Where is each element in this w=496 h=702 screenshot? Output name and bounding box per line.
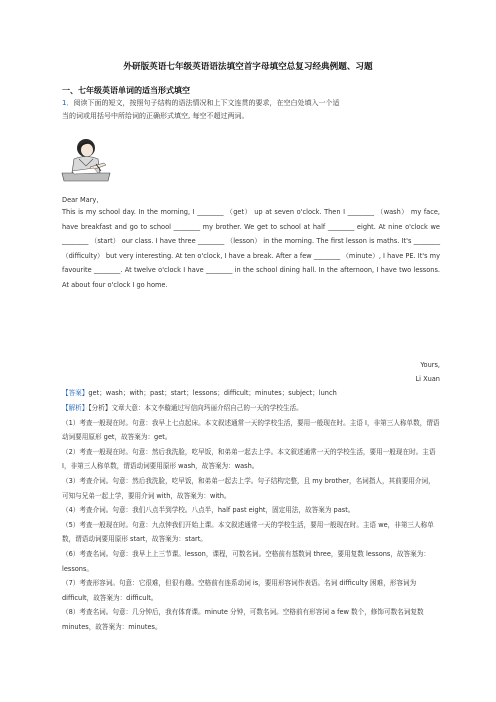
girl-writing-illustration [60, 137, 112, 183]
letter-signature: Li Xuan [415, 375, 440, 383]
analysis-item-4: （4）考查介词。句意：我们八点半到学校。八点半，half past eight，固定用法，故答案为 past。 [62, 506, 355, 515]
letter-closing: Yours, [420, 361, 440, 369]
analysis-item-3: （3）考查介词。句意：然后我洗脸，吃早饭，和弟弟一起去上学。句子结构完整，且 my brother，名词指人，其前要用介词，可知与兄弟一起上学，要用介词 with，故答案为：with。 [62, 476, 435, 500]
question-text-line1: 阅读下面的短文，按照句子结构的语法情况和上下文连贯的要求，在空白处填入一个适 [73, 99, 340, 107]
analysis-item-5: （5）考查一般现在时。句意：九点钟我们开始上课。本文叙述通常一天的学校生活，要用一般现在时。主语 we，非第三人称单数，谓语动词要用原形 start，故答案为：start。 [62, 520, 434, 544]
section-heading: 一、七年级英语单词的适当形式填空 [62, 86, 190, 95]
analysis-item-1: （1）考查一般现在时。句意：我早上七点起床。本文叙述通常一天的学校生活，要用一般现在时。主语 I，非第三人称单数，谓语动词要用原形 get，故答案为：get。 [62, 418, 440, 442]
answer-block [62, 386, 440, 401]
document-title: 外研版英语七年级英语语法填空首字母填空总复习经典例题、习题 [123, 62, 373, 72]
answer-text: get；wash；with；past；start；lessons；difficult；minutes；subject；lunch [88, 389, 337, 397]
analysis-item-6: （6）考查名词。句意：我早上上三节课。lesson，课程，可数名词。空格前有基数词 three，要用复数 lessons，故答案为：lessons。 [62, 549, 430, 573]
question-number: 1． [62, 99, 74, 107]
analysis-item-8: （8）考查名词。句意：几分钟后，我有体育课。minute 分钟，可数名词。空格前有形容词 a few 数个，修饰可数名词复数 minutes，故答案为：minutes。 [62, 608, 424, 631]
answer-tag: 【答案】 [62, 389, 89, 397]
letter-greeting: Dear Mary, [62, 196, 99, 204]
analysis-block [62, 401, 440, 635]
analysis-item-7: （7）考查形容词。句意：它很难，但很有趣。空格前有连系动词 is，要用形容词作表语。名词 difficulty 困难，形容词为 difficult，故答案为：difficult。 [62, 579, 417, 602]
analysis-tag: 【解析】 [62, 404, 89, 412]
analysis-item-2: （2）考查一般现在时。句意：然后我洗脸，吃早饭，和弟弟一起去上学。本文叙述通常一天的学校生活，要用一般现在时。主语 I，非第三人称单数，谓语动词要用原形 wash，故答案为：wash。 [62, 447, 436, 471]
question-prompt [62, 97, 440, 122]
analysis-intro: 【分析】文章大意：本文李璇通过写信向玛丽介绍自己的一天的学校生活。 [88, 404, 303, 412]
question-text-line2: 当的词或用括号中所给词的正确形式填空, 每空不超过两词。 [62, 111, 249, 120]
letter-body: This is my school day. In the morning, I ________ （get） up at seven o'clock. Then I ________ （wash） my face, have breakfast and go to school ________ my brother. We get to school at half ________ eight. At nine o'clock we ________ （start） our class. I have three ________ （lesson） in the morning. The first lesson is maths. It's ________ （difficulty） but very interesting. At ten o'clock, I have a break. After a few ________ （minute）, I have PE. It's my favourite ________. At twelve o'clock I have ________ in the school dining hall. In the afternoon, I have two lessons. At about four o'clock I go home. [62, 208, 440, 289]
